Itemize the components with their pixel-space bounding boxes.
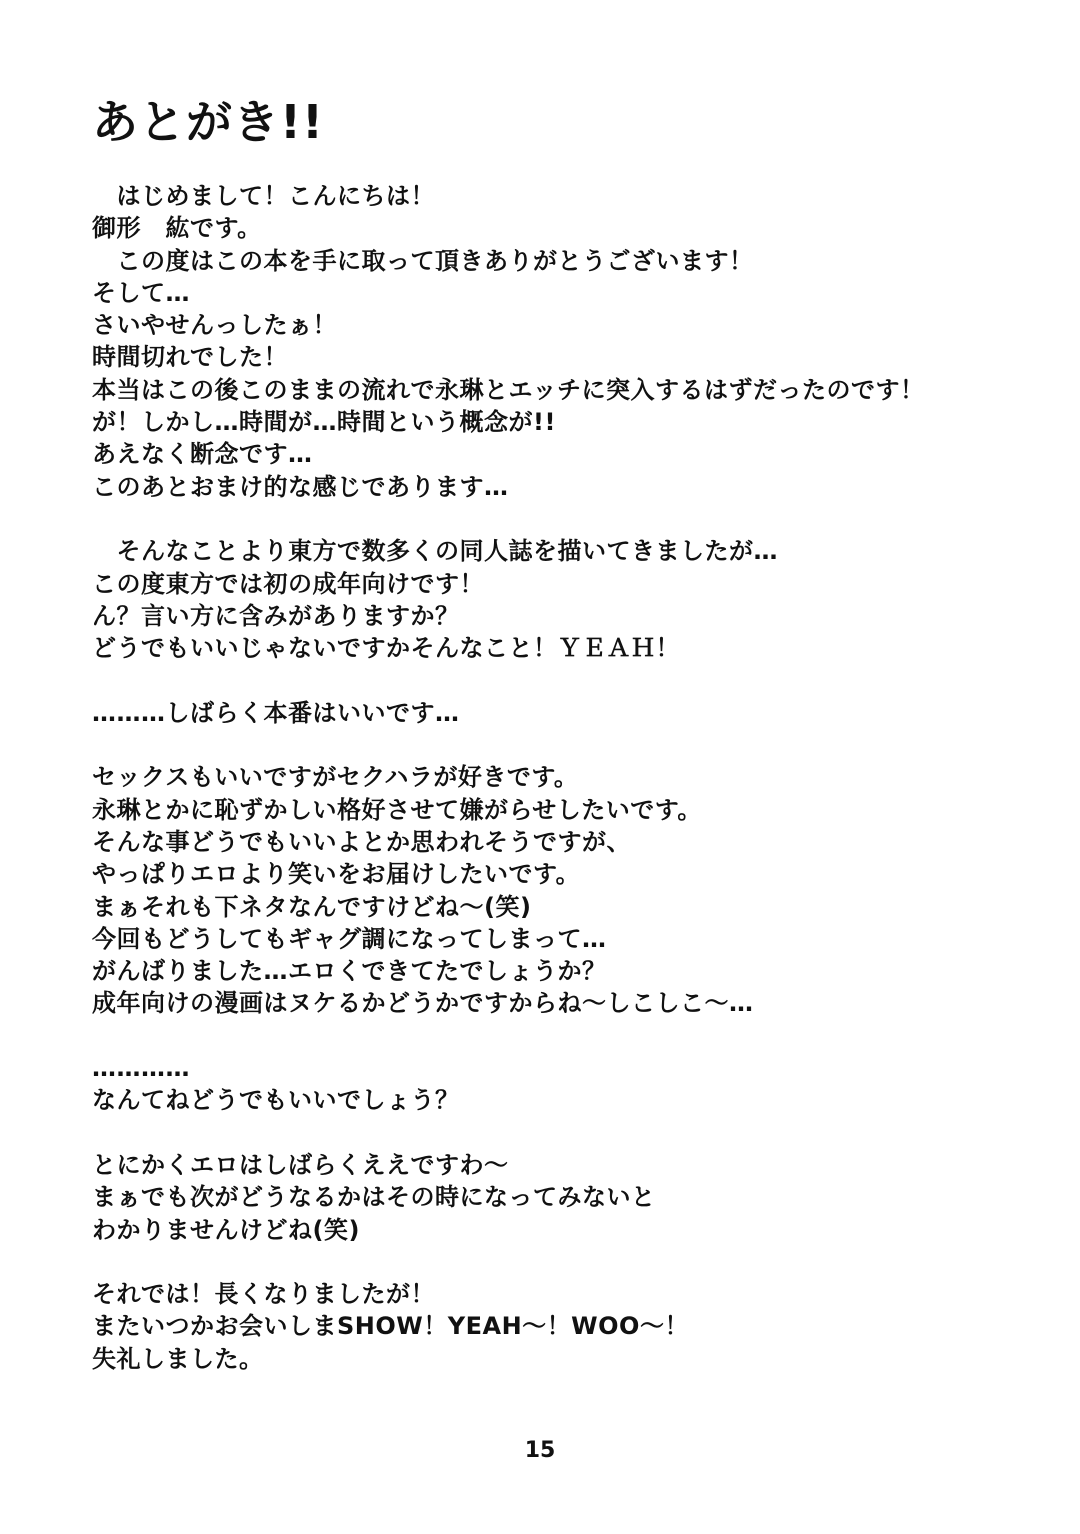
text-line: またいつかお会いしまSHOW！YEAH～！WOO～！ bbox=[92, 1312, 689, 1341]
page-title: あとがき!! bbox=[92, 95, 324, 149]
text-line: 永琳とかに恥ずかしい格好させて嫌がらせしたいです。 bbox=[92, 795, 702, 824]
page-number: 15 bbox=[524, 1438, 556, 1463]
text-line: とにかくエロはしばらくええですわ～ bbox=[92, 1150, 509, 1179]
text-line: どうでもいいじゃないですかそんなこと！ＹＥＡＨ！ bbox=[92, 634, 680, 663]
text-line: わかりませんけどね(笑) bbox=[92, 1215, 360, 1244]
text-line: さいやせんっしたぁ！ bbox=[92, 311, 337, 340]
text-line: そして… bbox=[92, 278, 190, 307]
text-line: そんなことより東方で数多くの同人誌を描いてきましたが… bbox=[92, 537, 778, 566]
text-line: が！しかし…時間が…時間という概念が!! bbox=[92, 408, 556, 437]
paragraph-gap bbox=[92, 729, 992, 761]
text-line: 成年向けの漫画はヌケるかどうかですからね～しこしこ～… bbox=[92, 989, 754, 1018]
text-line: やっぱりエロより笑いをお届けしたいです。 bbox=[92, 860, 581, 889]
text-line: ………… bbox=[92, 1054, 190, 1083]
text-line: ………しばらく本番はいいです… bbox=[92, 698, 460, 727]
paragraph-gap bbox=[92, 1020, 992, 1052]
text-line: そんな事どうでもいいよとか思われそうですが、 bbox=[92, 827, 631, 856]
paragraph-gap bbox=[92, 1117, 992, 1149]
text-line: まぁそれも下ネタなんですけどね～(笑) bbox=[92, 892, 532, 921]
text-line: それでは！長くなりましたが！ bbox=[92, 1280, 435, 1309]
text-line: 本当はこの後このままの流れで永琳とエッチに突入するはずだったのです！ bbox=[92, 375, 925, 404]
paragraph-gap bbox=[92, 1246, 992, 1278]
text-line: この度はこの本を手に取って頂きありがとうございます！ bbox=[92, 246, 754, 275]
paragraph-gap bbox=[92, 503, 992, 535]
text-line: 御形 紘です。 bbox=[92, 214, 262, 243]
text-line: 失礼しました。 bbox=[92, 1344, 264, 1373]
text-line: 時間切れでした！ bbox=[92, 343, 288, 372]
text-line: 今回もどうしてもギャグ調になってしまって… bbox=[92, 924, 607, 953]
text-line: このあとおまけ的な感じであります… bbox=[92, 472, 509, 501]
afterword-body bbox=[92, 180, 992, 1375]
text-line: なんてねどうでもいいでしょう？ bbox=[92, 1086, 460, 1115]
paragraph-gap bbox=[92, 664, 992, 696]
text-line: この度東方では初の成年向けです！ bbox=[92, 569, 484, 598]
text-line: ん？言い方に含みがありますか？ bbox=[92, 601, 460, 630]
text-line: がんばりました…エロくできてたでしょうか？ bbox=[92, 957, 607, 986]
text-line: まぁでも次がどうなるかはその時になってみないと bbox=[92, 1183, 656, 1212]
text-line: あえなく断念です… bbox=[92, 440, 313, 469]
text-line: セックスもいいですがセクハラが好きです。 bbox=[92, 763, 579, 792]
text-line: はじめまして！こんにちは！ bbox=[92, 182, 435, 210]
